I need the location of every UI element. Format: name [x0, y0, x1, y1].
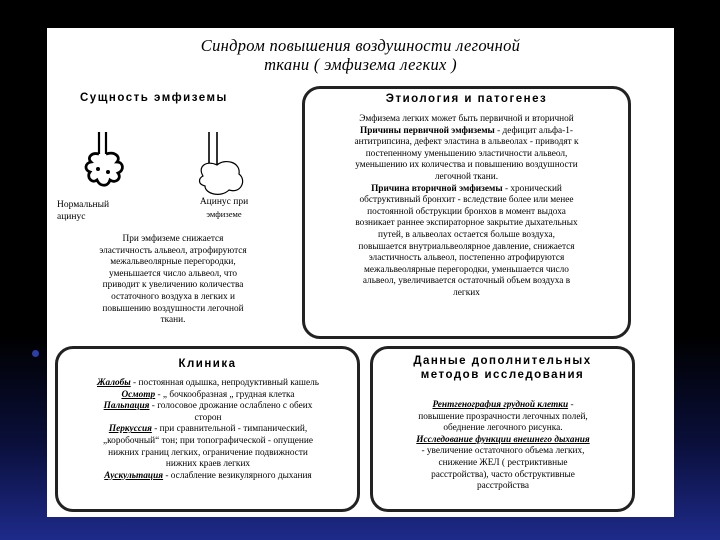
essence-line: приводит к увеличению количества: [102, 280, 244, 291]
essence-line: уменьшается число альвеол, что: [108, 268, 238, 279]
clinic-line: Аускультация - ослабление везикулярного дыхания: [104, 470, 312, 481]
clinic-line: Пальпация - голосовое дрожание ослаблено с обеих: [103, 401, 313, 412]
clinic-line: Перкуссия - при сравнительной - тимпанический,: [108, 424, 308, 435]
primary-cause-title: Причины первичной эмфиземы: [360, 125, 495, 136]
title-line-2: ткани ( эмфизема легких ): [264, 55, 457, 74]
normal-acinus-label: [57, 199, 157, 223]
etiology-line: возникает раннее экспираторное закрытие дыхательных: [355, 218, 578, 229]
normal-acinus-drawing: [81, 132, 127, 190]
essence-line: При эмфиземе снижается: [122, 234, 224, 244]
etiology-line: антитрипсина, дефект эластина в альвеолах - приводят к: [354, 137, 579, 148]
extra-heading-line-2: методов исследования: [420, 369, 585, 381]
etiology-line: обструктивный бронхит - вследствие более или менее: [359, 195, 574, 206]
essence-line: остаточного воздуха в легких и: [111, 291, 235, 302]
extra-methods-heading: [370, 354, 635, 382]
clinic-line: нижних краев легких: [165, 459, 251, 470]
essence-line: межальвеолярные перегородки,: [110, 257, 236, 268]
bullet-dot: [32, 350, 39, 357]
etiology-line: эластичность альвеол, постепенно атрофируются: [368, 253, 565, 264]
normal-label-line-1: Нормальный: [57, 200, 110, 210]
extra-line: обеднение легочного рисунка.: [443, 423, 563, 434]
etiology-text: [309, 114, 624, 300]
primary-cause-text: - дефицит альфа-1-: [494, 125, 573, 136]
etiology-line: повышается внутриальвеолярное давление, снижается: [358, 241, 575, 252]
clinic-line: сторон: [194, 412, 222, 423]
essence-line: ткани.: [160, 315, 186, 326]
etiology-line: легочной ткани.: [434, 171, 499, 182]
secondary-cause-text: - хронический: [502, 183, 562, 194]
emphysema-acinus-drawing: [197, 132, 247, 198]
slide-title: [47, 36, 674, 74]
essence-text: [55, 234, 291, 327]
etiology-line: постепенному уменьшению эластичности альвеол,: [365, 148, 568, 159]
etiology-line: легких: [453, 287, 480, 298]
essence-heading: Сущность эмфиземы: [80, 92, 228, 104]
clinic-heading: Клиника: [178, 358, 237, 370]
extra-line: Исследование функции внешнего дыхания: [416, 434, 590, 445]
extra-line: повышение прозрачности легочных полей,: [418, 411, 588, 422]
extra-line: - увеличение остаточного объема легких,: [421, 446, 585, 457]
extra-methods-text: [376, 400, 630, 493]
etiology-primary-line: [309, 126, 624, 138]
title-line-1: Синдром повышения воздушности легочной: [200, 36, 521, 55]
clinic-text: [61, 378, 355, 482]
essence-line: повышению воздушности легочной: [102, 303, 244, 314]
extra-line: расстройства), часто обструктивные: [431, 469, 575, 480]
emphysema-acinus-label: [184, 196, 264, 220]
etiology-line: постоянной обструкции бронхов в момент выдоха: [367, 206, 566, 217]
etiology-heading: Этиология и патогенез: [385, 93, 548, 105]
normal-label-line-2: ацинус: [57, 212, 86, 222]
extra-line: Рентгенография грудной клетки -: [432, 400, 574, 410]
extra-heading-line-1: Данные дополнительных: [413, 355, 592, 367]
etiology-line: уменьшению их количества и повышению воздушности: [355, 160, 578, 171]
clinic-line: Осмотр - „ бочкообразная „ грудная клетка: [121, 389, 295, 400]
etiology-line: путей, в альвеолах остается больше воздуха,: [378, 229, 555, 240]
essence-line: эластичность альвеол, атрофируются: [99, 245, 247, 256]
etiology-line: межальвеолярные перегородки, уменьшается число: [364, 264, 569, 275]
clinic-line: „коробочный“ тон; при топографической - опущение: [103, 435, 313, 446]
extra-line: расстройства: [476, 481, 530, 492]
etiology-line: альвеол, увеличивается остаточный объем воздуха в: [362, 276, 571, 287]
emphysema-label-line-2: эмфиземе: [206, 209, 242, 219]
slide: [47, 28, 674, 517]
extra-line: снижение ЖЕЛ ( рестриктивные: [438, 457, 568, 468]
emphysema-label-line-1: Ацинус при: [199, 197, 249, 207]
etiology-secondary-line: [309, 184, 624, 196]
etiology-intro: Эмфизема легких может быть первичной и вторичной: [359, 114, 574, 124]
clinic-line: нижних границ легких, ограничение подвижности: [108, 447, 308, 458]
clinic-line: Жалобы - постоянная одышка, непродуктивный кашель: [97, 378, 319, 388]
secondary-cause-title: Причина вторичной эмфиземы: [371, 183, 503, 194]
